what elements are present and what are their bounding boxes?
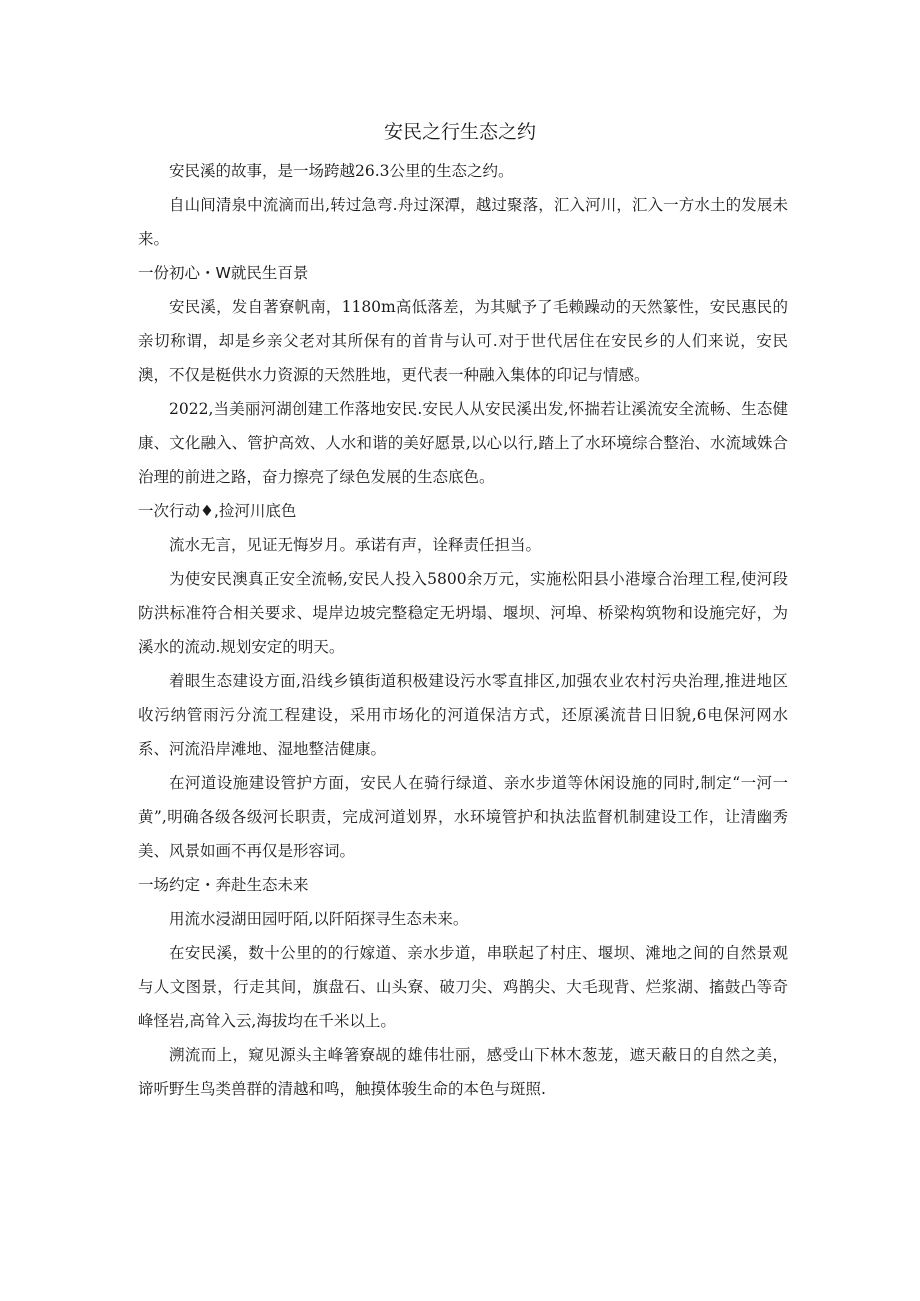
body-paragraph: 在河道设施建设管护方面，安民人在骑行绿道、亲水步道等休闲设施的同时,制定“一河一黄”,明确各级各级河长职责，完成河道划界，水环境管护和执法监督机制建设工作，让清幽秀美、风景如画不再仅是形容词。 [138, 774, 788, 860]
body-paragraph: 着眼生态建设方面,沿线乡镇街道积极建设污水零直排区,加强农业农村污央治理,推进地区收污纳管雨污分流工程建设，采用市场化的河道保洁方式，还原溪流昔日旧貌,6电保河网水系、河流沿岸滩地、湿地整洁健康。 [138, 672, 788, 758]
body-paragraph: 2022,当美丽河湖创建工作落地安民.安民人从安民溪出发,怀揣若让溪流安全流畅、生态健康、文化融入、管护高效、人水和谐的美好愿景,以心以行,踏上了水环境综合整治、水流域姝合治理的前进之路，奋力擦亮了绿色发展的生态底色。 [138, 400, 788, 486]
intro-paragraph: 自山间清泉中流滴而出,转过急弯.舟过深潭，越过聚落，汇入河川，汇入一方水土的发展未来。 [138, 196, 788, 248]
section-heading: 一次行动♦,捡河川底色 [138, 502, 297, 520]
document-body [138, 154, 788, 1106]
body-paragraph: 溯流而上，窥见源头主峰箸寮觇的雄伟壮丽，感受山下林木葱茏，遮天蔽日的自然之美，谛听野生鸟类兽群的清越和鸣，触摸体骏生命的本色与斑照. [138, 1046, 788, 1098]
body-paragraph: 安民溪，发自著寮帆南，1180m高低落差，为其赋予了毛赖躁动的天然篆性，安民惠民的亲切称谓，却是乡亲父老对其所保有的首肯与认可.对于世代居住在安民乡的人们来说，安民澳，不仅是梃供水力资源的天然胜地，更代表一种融入集体的印记与情感。 [138, 298, 788, 384]
section-heading: 一场约定・奔赴生态未来 [138, 876, 309, 894]
body-paragraph: 用流水浸湖田园吁陌,以阡陌探寻生态未来。 [169, 910, 469, 928]
section-heading: 一份初心・W就民生百景 [138, 264, 309, 282]
body-paragraph: 流水无言，见证无悔岁月。承诺有声，诠释责任担当。 [169, 536, 542, 554]
body-paragraph: 在安民溪，数十公里的的行嫁道、亲水步道，串联起了村庄、堰坝、滩地之间的自然景观与人文图景，行走其间，旗盘石、山头寮、破刀尖、鸡鹊尖、大毛现背、烂浆湖、搐鼓凸等奇峰怪岩,高耸入云,海拔均在千米以上。 [138, 944, 788, 1030]
intro-paragraph: 安民溪的故事，是一场跨越26.3公里的生态之约。 [169, 162, 514, 180]
body-paragraph: 为使安民澳真正安全流畅,安民人投入5800余万元，实施松阳县小港壕合治理工程,使河段防洪标准符合相关要求、堤岸边坡完整稳定无坍塌、堰坝、河埠、桥梁构筑物和设施完好，为溪水的流动.规划安定的明天。 [138, 570, 788, 656]
document-title: 安民之行生态之约 [383, 121, 536, 143]
